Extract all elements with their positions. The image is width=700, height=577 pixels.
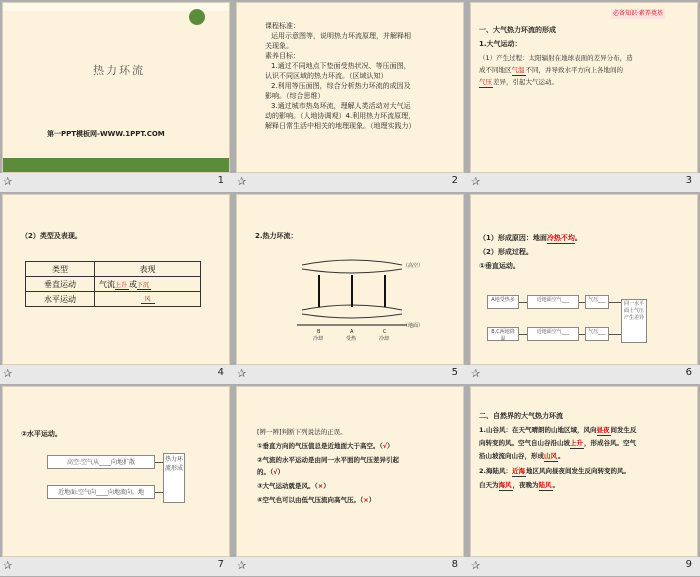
text-run: ①垂直方向的气压值总是近地面大于高空。（	[257, 442, 383, 450]
table-cell	[95, 277, 201, 292]
heading: 2.热力环流：	[255, 232, 298, 240]
text-line: 关现象。	[265, 42, 293, 50]
star-icon[interactable]: ✰	[237, 559, 247, 572]
slide-number: 5	[451, 367, 458, 378]
thumb-bar	[234, 557, 468, 576]
slide-thumb-7[interactable]	[0, 384, 234, 576]
slide-5	[236, 194, 464, 365]
text-line: 2.利用等压面图，综合分析热力环流的成因及	[271, 82, 411, 90]
star-icon[interactable]: ✰	[237, 175, 247, 188]
answer-fill: 下沉	[137, 281, 150, 289]
answer-fill: 近海	[512, 467, 525, 475]
slide-6	[470, 194, 698, 365]
text-run: 气流	[99, 279, 115, 289]
text-run: 地区风向昼夜间发生反向转变的风。	[526, 467, 630, 475]
label-c: C	[383, 329, 387, 335]
text-line: 运用示意图等，说明热力环流原理，并解释相	[271, 32, 411, 40]
text-line: ①垂直运动。	[479, 262, 520, 270]
text-line: 3.通过城市热岛环流，理解人类活动对大气运	[271, 102, 411, 110]
text-run: ）	[323, 482, 330, 490]
star-icon[interactable]: ✰	[3, 559, 13, 572]
slide-thumb-2[interactable]	[234, 0, 468, 192]
star-icon[interactable]: ✰	[3, 367, 13, 380]
arrow	[609, 334, 621, 335]
slide-thumb-6[interactable]	[468, 192, 700, 384]
thumb-bar	[468, 365, 700, 384]
flow-box: B,C两地降温	[487, 327, 519, 341]
table-header: 表现	[95, 262, 201, 277]
slide-2	[236, 2, 464, 173]
star-icon[interactable]: ✰	[237, 367, 247, 380]
thermal-circulation-diagram	[297, 255, 407, 335]
text-line: 课程标准：	[265, 22, 300, 30]
bottom-stripe	[3, 158, 230, 172]
heading: （2）类型及表现。	[21, 232, 82, 240]
star-icon[interactable]: ✰	[471, 367, 481, 380]
flow-box: A地受热多	[487, 295, 519, 309]
table-cell: 垂直运动	[26, 277, 95, 292]
flow-box: 近地面空气___	[527, 327, 579, 341]
slide-number: 6	[685, 367, 692, 378]
text-line: 认识不同区域的热力环流。（区域认知）	[265, 72, 388, 80]
thumb-bar	[0, 557, 234, 576]
answer-fill: 风	[141, 294, 155, 304]
text-line: 动的影响。（人地协调观）4.利用热力环流原理，	[265, 112, 416, 120]
text-line: （2）形成过程。	[479, 248, 533, 256]
text-run: ，形成谷风。空气	[584, 439, 636, 447]
label-hot: 受热	[346, 336, 357, 342]
slide-number: 7	[217, 559, 224, 570]
slide-1	[2, 2, 230, 173]
text-run: ）	[277, 468, 285, 476]
answer-fill: 海风	[498, 481, 512, 489]
text-run: ，夜晚为	[512, 481, 539, 489]
label-cold: 冷却	[313, 336, 324, 342]
text-run: 白天为	[479, 481, 499, 489]
slide-9	[470, 386, 698, 557]
text-line: 1.通过不同地点下垫面受热状况、等压面图，	[271, 62, 411, 70]
flow-box: 热力环流形成	[163, 453, 185, 503]
answer-mark: √	[382, 442, 388, 450]
answer-fill: 上升	[115, 281, 128, 289]
answer-fill: 山风	[544, 452, 557, 460]
text-run: 成不同地区	[479, 66, 512, 74]
slide-thumb-5[interactable]	[234, 192, 468, 384]
thumb-bar	[234, 173, 468, 192]
answer-fill: 气压	[479, 78, 492, 86]
slide-thumb-4[interactable]	[0, 192, 234, 384]
text-line: 素养目标：	[265, 52, 300, 60]
heading: 二、自然界的大气热力环流	[479, 412, 563, 420]
slide-title: 热力环流	[93, 64, 145, 77]
text-run: 差异，引起大气运动。	[493, 78, 558, 86]
arrow	[609, 302, 621, 303]
slide-8	[236, 386, 464, 557]
slide-7	[2, 386, 230, 557]
globe-icon	[189, 9, 205, 25]
text-run: 不同，并导致水平方向上各地间的	[525, 66, 623, 74]
answer-mark: √	[273, 468, 278, 476]
slide-thumb-9[interactable]	[468, 384, 700, 576]
star-icon[interactable]: ✰	[3, 175, 13, 188]
label-a: A	[350, 329, 354, 335]
slide-number: 4	[217, 367, 224, 378]
slide-4	[2, 194, 230, 365]
table-cell: 水平运动	[26, 292, 95, 307]
arrow	[155, 492, 163, 493]
thumb-bar	[0, 173, 234, 192]
answer-fill: 上升	[570, 439, 583, 447]
answer-fill: 昼夜	[596, 426, 610, 434]
text-run: 2.海陆风：	[479, 467, 512, 475]
flow-box: 高空:空气从____向地扩散	[47, 455, 155, 469]
text-run: 1.山谷风：在天气晴朗的山地区域，风向	[479, 426, 597, 434]
label-cold: 冷却	[379, 336, 390, 342]
text-run: 间发生反	[610, 426, 637, 434]
arrow	[579, 302, 585, 303]
answer-fill: 陆风	[538, 481, 552, 489]
thumb-bar	[468, 557, 700, 576]
table-header: 类型	[26, 262, 95, 277]
text-line: [辨一辨]判断下列说法的正误。	[257, 428, 347, 436]
answer-fill: 气温	[511, 66, 525, 74]
slide-footer: 第一PPT模板网-WWW.1PPT.COM	[47, 130, 165, 138]
flow-box: 同一水平面上气压产生差异	[621, 299, 647, 343]
label-ground: （地面）	[403, 323, 424, 329]
text-run: 。	[558, 452, 565, 460]
heading: ②水平运动。	[21, 430, 62, 438]
flow-box: 近地面空气___	[527, 295, 579, 309]
text-run: （1）形成原因：地面	[479, 234, 547, 242]
label-b: B	[317, 329, 321, 335]
arrow	[519, 334, 527, 335]
text-line: 影响。（综合思维）	[265, 92, 325, 100]
slide-thumb-3[interactable]	[468, 0, 700, 192]
heading: 一、大气热力环流的形成	[479, 26, 556, 34]
thumb-bar	[0, 365, 234, 384]
text-run: ③大气运动就是风。（	[257, 482, 318, 490]
answer-mark: ×	[317, 482, 324, 490]
text-line: ②气流的水平运动是由同一水平面的气压差异引起	[257, 456, 400, 464]
slide-number: 2	[451, 175, 458, 186]
arrow	[519, 302, 527, 303]
table-cell	[95, 292, 201, 307]
text-line: （1）产生过程：太阳辐射在地球表面的差异分布，造	[479, 54, 633, 62]
section-tag: 必备知识·素养奠基	[613, 10, 663, 17]
star-icon[interactable]: ✰	[471, 175, 481, 188]
text-line: 解释日常生活中相关的地理现象。（地理实践力）	[265, 122, 416, 130]
slide-number: 8	[451, 559, 458, 570]
text-run: ④空气也可以由低气压流向高气压。（	[257, 496, 364, 504]
flow-box: 气压___	[585, 327, 609, 341]
thumb-bar	[468, 173, 700, 192]
slide-number: 9	[685, 559, 692, 570]
text-run: ）	[387, 442, 394, 450]
slide-3	[470, 2, 698, 173]
text-run: 。	[552, 481, 559, 489]
text-run: 或	[129, 279, 137, 289]
text-run: ）	[368, 496, 376, 504]
text-run: 沿山坡流向山谷，形成	[479, 452, 544, 460]
slide-thumb-1[interactable]	[0, 0, 234, 192]
slide-number: 3	[685, 175, 692, 186]
star-icon[interactable]: ✰	[471, 559, 481, 572]
motion-table	[25, 261, 201, 307]
answer-mark: ×	[363, 496, 369, 504]
thumb-bar	[234, 365, 468, 384]
slide-thumb-8[interactable]	[234, 384, 468, 576]
slide-number: 1	[217, 175, 224, 186]
arrow	[155, 462, 163, 463]
answer-fill: 冷热不均	[546, 234, 575, 242]
sub-heading: 1.大气运动：	[479, 40, 522, 48]
text-run: 。	[574, 234, 582, 242]
flow-box: 近地面:空气向____向地流向。地	[47, 485, 155, 499]
arrow	[579, 334, 585, 335]
label-high: （高空）	[403, 263, 424, 269]
text-run: 的。（	[257, 468, 274, 476]
text-run: 向转变的风。空气自山谷沿山坡	[479, 439, 570, 447]
flow-box: 气压___	[585, 295, 609, 309]
